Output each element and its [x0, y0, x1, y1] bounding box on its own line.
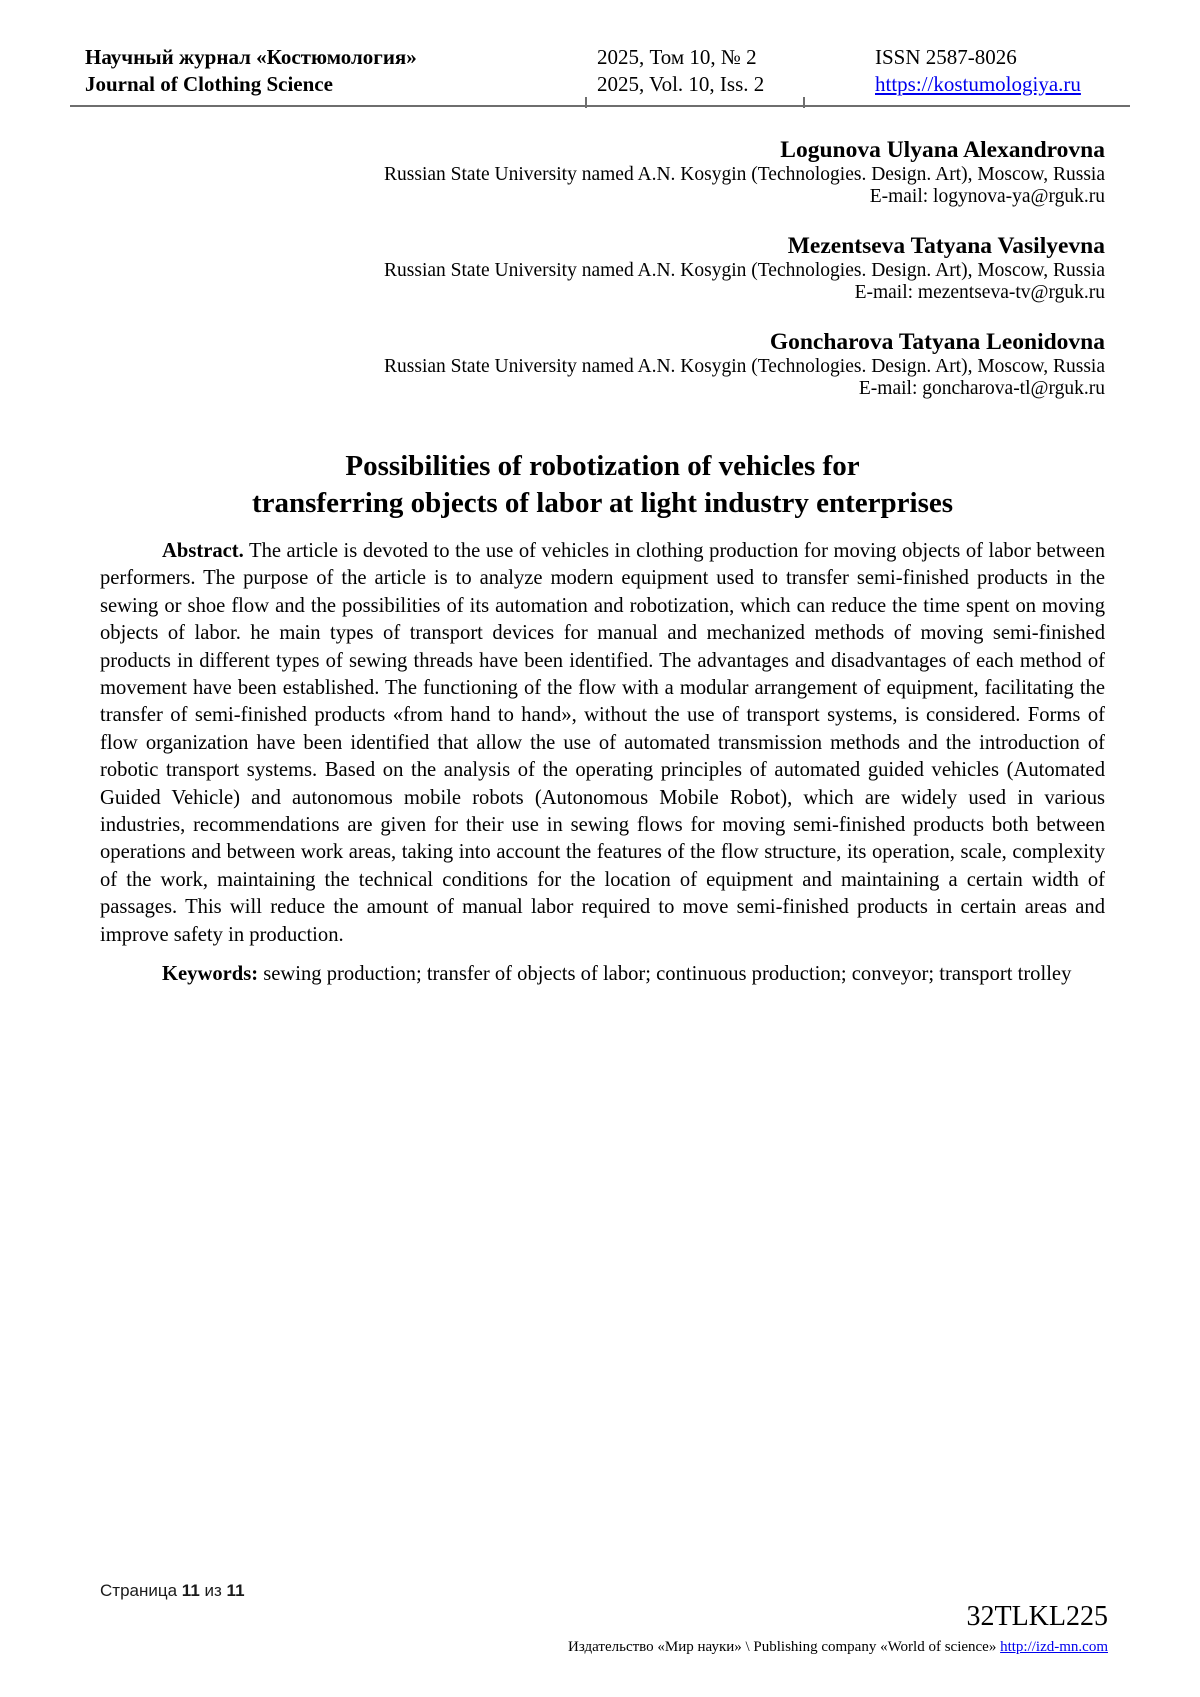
- article-body: [100, 538, 1105, 989]
- article-title-line1: Possibilities of robotization of vehicles for: [345, 450, 860, 482]
- article-title-line2: transferring objects of labor at light industry enterprises: [251, 487, 954, 519]
- article-code: 32TLKL225: [966, 1601, 1108, 1632]
- keywords-text: sewing production; transfer of objects of labor; continuous production; conveyor; transport trolley: [263, 963, 1072, 986]
- publisher-text: Издательство «Мир науки» \ Publishing company «World of science»: [568, 1639, 997, 1655]
- page-label: Страница: [100, 1581, 178, 1600]
- author-email: E-mail: mezentseva-tv@rguk.ru: [854, 282, 1105, 303]
- article-title: [100, 448, 1105, 522]
- page-of-label: из: [204, 1581, 222, 1600]
- publisher-line: [100, 1638, 1108, 1657]
- page-total: 11: [226, 1581, 245, 1600]
- abstract-paragraph: [100, 538, 1105, 949]
- journal-header: [70, 44, 1130, 107]
- keywords-label: Keywords:: [162, 963, 259, 986]
- page-current: 11: [181, 1581, 200, 1600]
- header-column-divider: [803, 97, 805, 108]
- page-indicator: [100, 1581, 245, 1601]
- author-name: Mezentseva Tatyana Vasilyevna: [787, 233, 1105, 259]
- keywords-paragraph: [100, 961, 1105, 988]
- author-block: [100, 136, 1105, 208]
- author-name: Goncharova Tatyana Leonidovna: [769, 329, 1105, 355]
- journal-title-ru: Научный журнал «Костюмология»: [85, 45, 417, 69]
- abstract-label: Abstract.: [162, 540, 244, 562]
- header-column-divider: [585, 97, 587, 108]
- author-email: E-mail: logynova-ya@rguk.ru: [869, 186, 1105, 207]
- issue-info-ru: 2025, Том 10, № 2: [597, 45, 757, 69]
- author-affiliation: Russian State University named A.N. Kosygin (Technologies. Design. Art), Moscow, Russia: [384, 164, 1105, 185]
- author-block: [100, 328, 1105, 400]
- author-affiliation: Russian State University named A.N. Kosygin (Technologies. Design. Art), Moscow, Russia: [384, 356, 1105, 377]
- journal-title-en: Journal of Clothing Science: [85, 72, 333, 96]
- author-block: [100, 232, 1105, 304]
- author-name: Logunova Ulyana Alexandrovna: [780, 137, 1105, 163]
- abstract-text: The article is devoted to the use of vehicles in clothing production for moving objects of labor between performers. The purpose of the article is to analyze modern equipment used to transfer semi-finished products in the sewing or shoe flow and the possibilities of its automation and robotization, which can reduce the time spent on moving objects of labor. he main types of transport devices for manual and mechanized methods of moving semi-finished products in different types of sewing threads have been identified. The advantages and disadvantages of each method of movement have been established. The functioning of the flow with a modular arrangement of equipment, facilitating the transfer of semi-finished products «from hand to hand», without the use of transport systems, is considered. Forms of flow organization have been identified that allow the use of automated transmission methods and the introduction of robotic transport systems. Based on the analysis of the operating principles of automated guided vehicles (Automated Guided Vehicle) and autonomous mobile robots (Autonomous Mobile Robot), which are widely used in various industries, recommendations are given for their use in sewing flows for moving semi-finished products both between operations and between work areas, taking into account the features of the flow structure, its operation, scale, complexity of the work, maintaining the technical conditions for the location of equipment and maintaining a certain width of passages. This will reduce the amount of manual labor required to move semi-finished products in certain areas and improve safety in production.: [100, 540, 1105, 946]
- header-journal-titles: [70, 44, 585, 98]
- header-issn-block: [803, 44, 1130, 98]
- authors-section: [100, 136, 1105, 424]
- issn-label: ISSN 2587-8026: [875, 45, 1017, 69]
- author-email: E-mail: goncharova-tl@rguk.ru: [858, 378, 1105, 399]
- issue-info-en: 2025, Vol. 10, Iss. 2: [597, 72, 765, 96]
- header-issue-info: [585, 44, 803, 98]
- journal-site-link[interactable]: https://kostumologiya.ru: [875, 72, 1081, 96]
- publisher-link[interactable]: http://izd-mn.com: [1000, 1639, 1108, 1655]
- author-affiliation: Russian State University named A.N. Kosygin (Technologies. Design. Art), Moscow, Russia: [384, 260, 1105, 281]
